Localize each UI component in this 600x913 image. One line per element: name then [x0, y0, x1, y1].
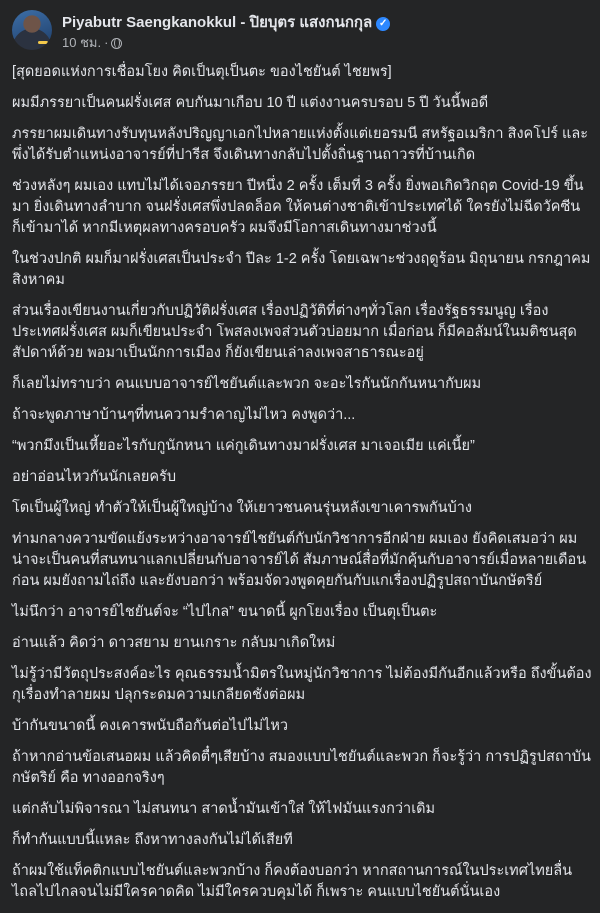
post-timestamp[interactable]: 10 ชม.: [62, 35, 102, 50]
post-paragraph: ช่วงหลังๆ ผมเอง แทบไม่ได้เจอภรรยา ปีหนึ่ง 2 ครั้ง เต็มที่ 3 ครั้ง ยิ่งพอเกิดวิกฤต Covid-19 ขึ้นมา ยิ่งเดินทางลำบาก จนฝรั่งเศสพึ่งปลดล็อค ให้คนต่างชาติเข้าประเทศได้ ใครยังไม่ฉีดวัคซีน ก็เข้ามาได้ หากมีเหตุผลทางครอบครัว ผมจึงมีโอกาสเดินทางมาช่วงนี้: [12, 178, 584, 236]
post-paragraph: บ้ากันขนาดนี้ คงเคารพนับถือกันต่อไปไม่ไหว: [12, 718, 289, 734]
post-paragraph: อ่านแล้ว คิดว่า ดาวสยาม ยานเกราะ กลับมาเกิดใหม่: [12, 635, 336, 651]
post-paragraph: ถ้าหากอ่านข้อเสนอผม แล้วคิดตื๋ๆเสียบ้าง สมองแบบไชยันต์และพวก ก็จะรู้ว่า การปฏิรูปสถาบันกษัตริย์ คือ ทางออกจริงๆ: [12, 749, 591, 786]
post-paragraph: แต่กลับไม่พิจารณา ไม่สนทนา สาดน้ำมันเข้าใส่ ให้ไฟมันแรงกว่าเดิม: [12, 801, 436, 817]
author-avatar[interactable]: [12, 10, 52, 50]
post-paragraph: “พวกมึงเป็นเหี้ยอะไรกับกูนักหนา แค่กูเดินทางมาฝรั่งเศส มาเจอเมีย แค่เนี้ย”: [12, 438, 475, 454]
post-body: [12, 62, 592, 913]
post-paragraph: ภรรยาผมเดินทางรับทุนหลังปริญญาเอกไปหลายแห่งตั้งแต่เยอรมนี สหรัฐอเมริกา สิงคโปร์ และพึ่งได้รับตำแหน่งอาจารย์ที่ปารีส จึงเดินทางกลับไปตั้งถิ่นฐานถาวรที่บ้านเกิด: [12, 126, 589, 163]
verified-badge-icon: ✓: [376, 17, 390, 31]
post-paragraph: ส่วนเรื่องเขียนงานเกี่ยวกับปฏิวัติฝรั่งเศส เรื่องปฏิวัติที่ต่างๆทั่วโลก เรื่องรัฐธรรมนูญ เรื่องประเทศฝรั่งเศส ผมก็เขียนประจำ โพสลงเพจส่วนตัวบ่อยมาก เมื่อก่อน ก็มีคอลัมน์ในมติชนสุดสัปดาห์ด้วย พอมาเป็นนักการเมือง ก็ยังเขียนเล่าลงเพจสาธารณะอยู่: [12, 303, 577, 361]
post-paragraph: ถ้าผมใช้แท็คติกแบบไชยันต์และพวกบ้าง ก็คงต้องบอกว่า หากสถานการณ์ในประเทศไทยลื่นไถลไปไกลจนไม่มีใครคาดคิด ไม่มีใครควบคุมได้ ก็เพราะ คนแบบไชยันต์นั่นเอง: [12, 863, 573, 900]
post-paragraph: ไม่รู้ว่ามีวัตถุประสงค์อะไร คุณธรรมน้ำมิตรในหมู่นักวิชาการ ไม่ต้องมีกันอีกแล้วหรือ ถึงขั้นต้องกุเรื่องทำลายผม ปลุกระดมความเกลียดชังต่อผม: [12, 666, 592, 703]
post-paragraph: ก็เลยไม่ทราบว่า คนแบบอาจารย์ไชยันต์และพวก จะอะไรกันนักกันหนากับผม: [12, 376, 482, 392]
post-paragraph: ก็ทำกันแบบนี้แหละ ถึงหาทางลงกันไม่ได้เสียที: [12, 832, 293, 848]
post-paragraph: ในช่วงปกติ ผมก็มาฝรั่งเศสเป็นประจำ ปีละ 1-2 ครั้ง โดยเฉพาะช่วงฤดูร้อน มิถุนายน กรกฎาคม สิงหาคม: [12, 251, 591, 288]
post-paragraph: โตเป็นผู้ใหญ่ ทำตัวให้เป็นผู้ใหญ่บ้าง ให้เยาวชนคนรุ่นหลังเขาเคารพกันบ้าง: [12, 500, 472, 516]
post-paragraph: อย่าอ่อนไหวกันนักเลยครับ: [12, 469, 177, 485]
post-paragraph: [สุดยอดแห่งการเชื่อมโยง คิดเป็นตุเป็นตะ ของไชยันต์ ไชยพร]: [12, 64, 392, 80]
post-meta: [62, 32, 122, 53]
meta-separator: ·: [104, 35, 109, 50]
post-paragraph: ท่ามกลางความขัดแย้งระหว่างอาจารย์ไชยันต์กับนักวิชาการอีกฝ่าย ผมเอง ยังคิดเสมอว่า ผมน่าจะเป็นคนที่สนทนาแลกเปลี่ยนกับอาจารย์ได้ สัมภาษณ์สื่อที่มักคุ้นกับอาจารย์เมื่อหลายเดือนก่อน ผมยังถามไถ่ถึง และยังบอกว่า พร้อมจัดวงพูดคุยกันกับแกเรื่องปฏิรูปสถาบันกษัตริย์: [12, 531, 587, 589]
post-paragraph: ถ้าจะพูดภาษาบ้านๆที่ทนความรำคาญไม่ไหว คงพูดว่า...: [12, 407, 356, 423]
globe-icon[interactable]: [111, 38, 122, 49]
post-paragraph: ไม่นึกว่า อาจารย์ไชยันต์จะ “ไปไกล” ขนาดนี้ ผูกโยงเรื่อง เป็นตุเป็นตะ: [12, 604, 438, 620]
post-paragraph: ผมมีภรรยาเป็นคนฝรั่งเศส คบกันมาเกือบ 10 ปี แต่งงานครบรอบ 5 ปี วันนี้พอดี: [12, 95, 489, 111]
author-name-row: [62, 10, 390, 34]
author-name-link[interactable]: Piyabutr Saengkanokkul - ปิยบุตร แสงกนกกุล: [62, 14, 373, 31]
post-header: [12, 8, 588, 52]
